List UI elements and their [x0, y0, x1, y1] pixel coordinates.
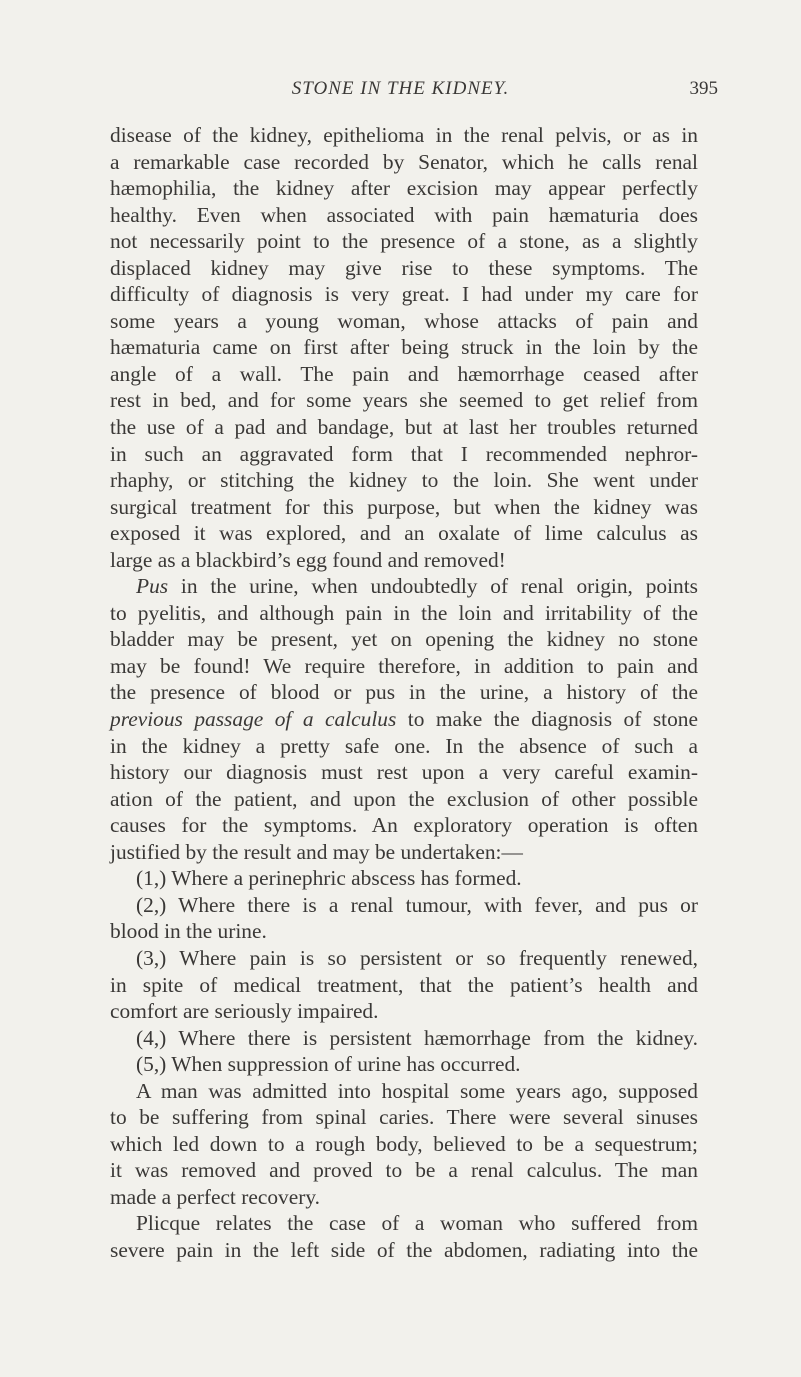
text-line: some years a young woman, whose attacks of pain and [110, 308, 698, 333]
text-line: bladder may be present, yet on opening the kidney no stone [110, 627, 698, 652]
list-item: (1,) Where a perinephric abscess has formed. [136, 866, 522, 891]
text-line: hæmophilia, the kidney after excision may appear perfectly [110, 176, 698, 201]
text-line: justified by the result and may be undertaken:— [110, 839, 523, 864]
text-line: which led down to a rough body, believed to be a sequestrum; [110, 1131, 698, 1156]
text-line: previous passage of a calculus to make the diagnosis of stone [110, 707, 698, 732]
text-line: rhaphy, or stitching the kidney to the loin. She went under [110, 468, 698, 493]
text-line: severe pain in the left side of the abdomen, radiating into the [110, 1237, 698, 1262]
text-line: hæmaturia came on first after being struck in the loin by the [110, 335, 698, 360]
page-number: 395 [689, 78, 718, 99]
text-line: the presence of blood or pus in the urine, a history of the [110, 680, 698, 705]
text-line: to be suffering from spinal caries. There were several sinuses [110, 1105, 698, 1130]
body-text [110, 122, 698, 1264]
text-line: causes for the symptoms. An exploratory operation is often [110, 813, 698, 838]
text-line: a remarkable case recorded by Senator, which he calls renal [110, 149, 698, 174]
text-line: in the kidney a pretty safe one. In the absence of such a [110, 733, 698, 758]
text-line: in spite of medical treatment, that the patient’s health and [110, 972, 698, 997]
text-line: A man was admitted into hospital some years ago, supposed [136, 1078, 698, 1103]
text-line: surgical treatment for this purpose, but when the kidney was [110, 494, 698, 519]
text-line: in such an aggravated form that I recommended nephror- [110, 441, 698, 466]
text-line: Plicque relates the case of a woman who suffered from [136, 1211, 698, 1236]
text-line: it was removed and proved to be a renal calculus. The man [110, 1158, 698, 1183]
page-header [0, 78, 801, 108]
text-line: made a perfect recovery. [110, 1184, 320, 1209]
text-line: ation of the patient, and upon the exclusion of other possible [110, 786, 698, 811]
list-item: (2,) Where there is a renal tumour, with fever, and pus or [136, 892, 698, 917]
text-line: may be found! We require therefore, in addition to pain and [110, 653, 698, 678]
text-line: Pus in the urine, when undoubtedly of renal origin, points [136, 574, 698, 599]
list-item: (4,) Where there is persistent hæmorrhage from the kidney. [136, 1025, 698, 1050]
text-line: not necessarily point to the presence of a stone, as a slightly [110, 229, 698, 254]
text-line: disease of the kidney, epithelioma in the renal pelvis, or as in [110, 123, 698, 147]
text-line: history our diagnosis must rest upon a very careful examin- [110, 760, 698, 785]
running-title: STONE IN THE KIDNEY. [291, 78, 510, 99]
list-item: (3,) Where pain is so persistent or so frequently renewed, [136, 945, 698, 970]
text-line: large as a blackbird’s egg found and removed! [110, 547, 506, 572]
text-line: comfort are seriously impaired. [110, 999, 379, 1024]
text-line: displaced kidney may give rise to these symptoms. The [110, 255, 698, 280]
text-line: difficulty of diagnosis is very great. I had under my care for [110, 282, 698, 307]
text-line: to pyelitis, and although pain in the loin and irritability of the [110, 600, 698, 625]
list-item: (5,) When suppression of urine has occurred. [136, 1052, 521, 1077]
text-line: exposed it was explored, and an oxalate of lime calculus as [110, 521, 698, 546]
text-line: the use of a pad and bandage, but at last her troubles returned [110, 415, 698, 440]
text-line: blood in the urine. [110, 919, 267, 944]
text-line: angle of a wall. The pain and hæmorrhage ceased after [110, 361, 698, 386]
text-line: healthy. Even when associated with pain hæmaturia does [110, 202, 698, 227]
text-line: rest in bed, and for some years she seemed to get relief from [110, 388, 698, 413]
